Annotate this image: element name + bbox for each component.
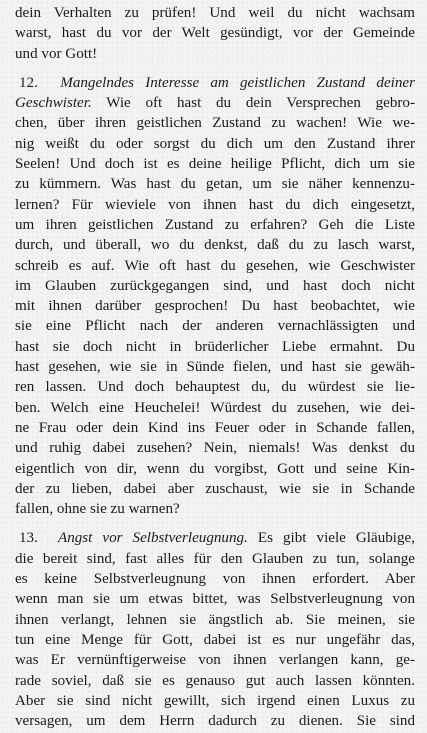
- text-line: wenn man sie um etwas bittet, was Selbstverleugnung von: [15, 591, 415, 608]
- text-line: Seelen! Und doch ist es deine heilige Pflicht, dich um sie: [15, 156, 415, 173]
- paragraph-section-12: [15, 73, 415, 520]
- text-line: es keine Selbstverleugnung von ihnen erfordert. Aber: [15, 571, 415, 588]
- text-line: zu kümmern. Was hast du getan, um sie näher kennenzu-: [15, 176, 415, 193]
- text-line: und ruhig dabei zusehen? Nein, niemals! Was denkst du: [15, 440, 415, 457]
- text-line: ne Frau oder dein Kind ins Feuer oder in Schande fallen,: [15, 419, 415, 436]
- text-line: rade soviel, daß sie es genauso gut auch lassen könnten.: [15, 672, 415, 689]
- text-line: Aber sie sind nicht gewillt, sich irgend einen Luxus zu: [15, 692, 415, 709]
- text-line: lernen? Für wieviele von ihnen hast du dich eingesetzt,: [15, 196, 415, 213]
- paragraph-section-13: [15, 528, 415, 731]
- section-number: 12.: [19, 74, 38, 91]
- section-heading-continued: Geschwister.: [15, 95, 92, 112]
- section-heading: Angst vor Selbstverleugnung.: [57, 530, 248, 547]
- section-12-first-line: [15, 93, 415, 113]
- text-line: ben. Welch eine Heuchelei! Würdest du zusehen, wie dei-: [15, 399, 415, 416]
- paragraph-intro: [15, 3, 415, 64]
- text-line: nig weißt du oder sorgst du dich um den Zustand ihrer: [15, 135, 415, 152]
- book-page: [15, 3, 415, 731]
- text-line: durch, und überall, wo du denkst, daß du zu lasch warst,: [15, 237, 415, 254]
- text-line: dein Verhalten zu prüfen! Und weil du nicht wachsam: [15, 5, 415, 21]
- section-number: 13.: [19, 530, 38, 547]
- text-line: sie eine Pflicht nach der anderen vernachlässigten und: [15, 318, 415, 335]
- text-line: ren lassen. Und doch behauptest du, du würdest sie lie-: [15, 379, 415, 396]
- text-line: hast sie doch nicht in brüderlicher Liebe ermahnt. Du: [15, 338, 415, 355]
- text-line: versagen, um dem Herrn dadurch zu dienen. Sie sind: [15, 713, 415, 730]
- text-line: fallen, ohne sie zu warnen?: [15, 501, 180, 518]
- text-line: hast gesehen, wie sie in Sünde fielen, und hast sie gewäh-: [15, 359, 415, 376]
- section-12-heading-line: [15, 73, 415, 93]
- text-line: der zu lieben, dabei aber zuschaust, wie sie in Schande: [15, 480, 415, 497]
- text-line: um ihren geistlichen Zustand zu erfahren? Geh die Liste: [15, 216, 415, 233]
- text-line: warst, hast du vor der Welt gesündigt, vor der Gemeinde: [15, 25, 415, 42]
- section-heading: Mangelndes Interesse am geistlichen Zustand deiner: [60, 74, 415, 91]
- section-13-first-line: [15, 528, 415, 548]
- text-line: ihnen verlangt, lehnen sie ängstlich ab. Sie meinen, sie: [15, 611, 415, 628]
- text-line: schreib es auf. Wie oft hast du gesehen, wie Geschwister: [15, 257, 415, 274]
- text-line: chen, über ihren geistlichen Zustand zu wachen! Wie we-: [15, 115, 415, 132]
- text-line: was Er vernünftigerweise von ihnen verlangen kann, ge-: [15, 652, 415, 669]
- text-line: tun eine Menge für Gott, dabei ist es nur ungefähr das,: [15, 631, 415, 648]
- section-text: Es gibt viele Gläubige,: [257, 530, 415, 547]
- text-line: die bereit sind, fast alles für den Glauben zu tun, solange: [15, 550, 415, 567]
- text-line: im Glauben zurückgegangen sind, und hast doch nicht: [15, 277, 415, 294]
- text-line: mit ihnen darüber gesprochen! Du hast beobachtet, wie: [15, 298, 415, 315]
- text-line: und vor Gott!: [15, 45, 98, 62]
- section-text: Wie oft hast du dein Versprechen gebro-: [106, 95, 415, 112]
- text-line: eigentlich von dir, wenn du vorgibst, Gott und seine Kin-: [15, 460, 415, 477]
